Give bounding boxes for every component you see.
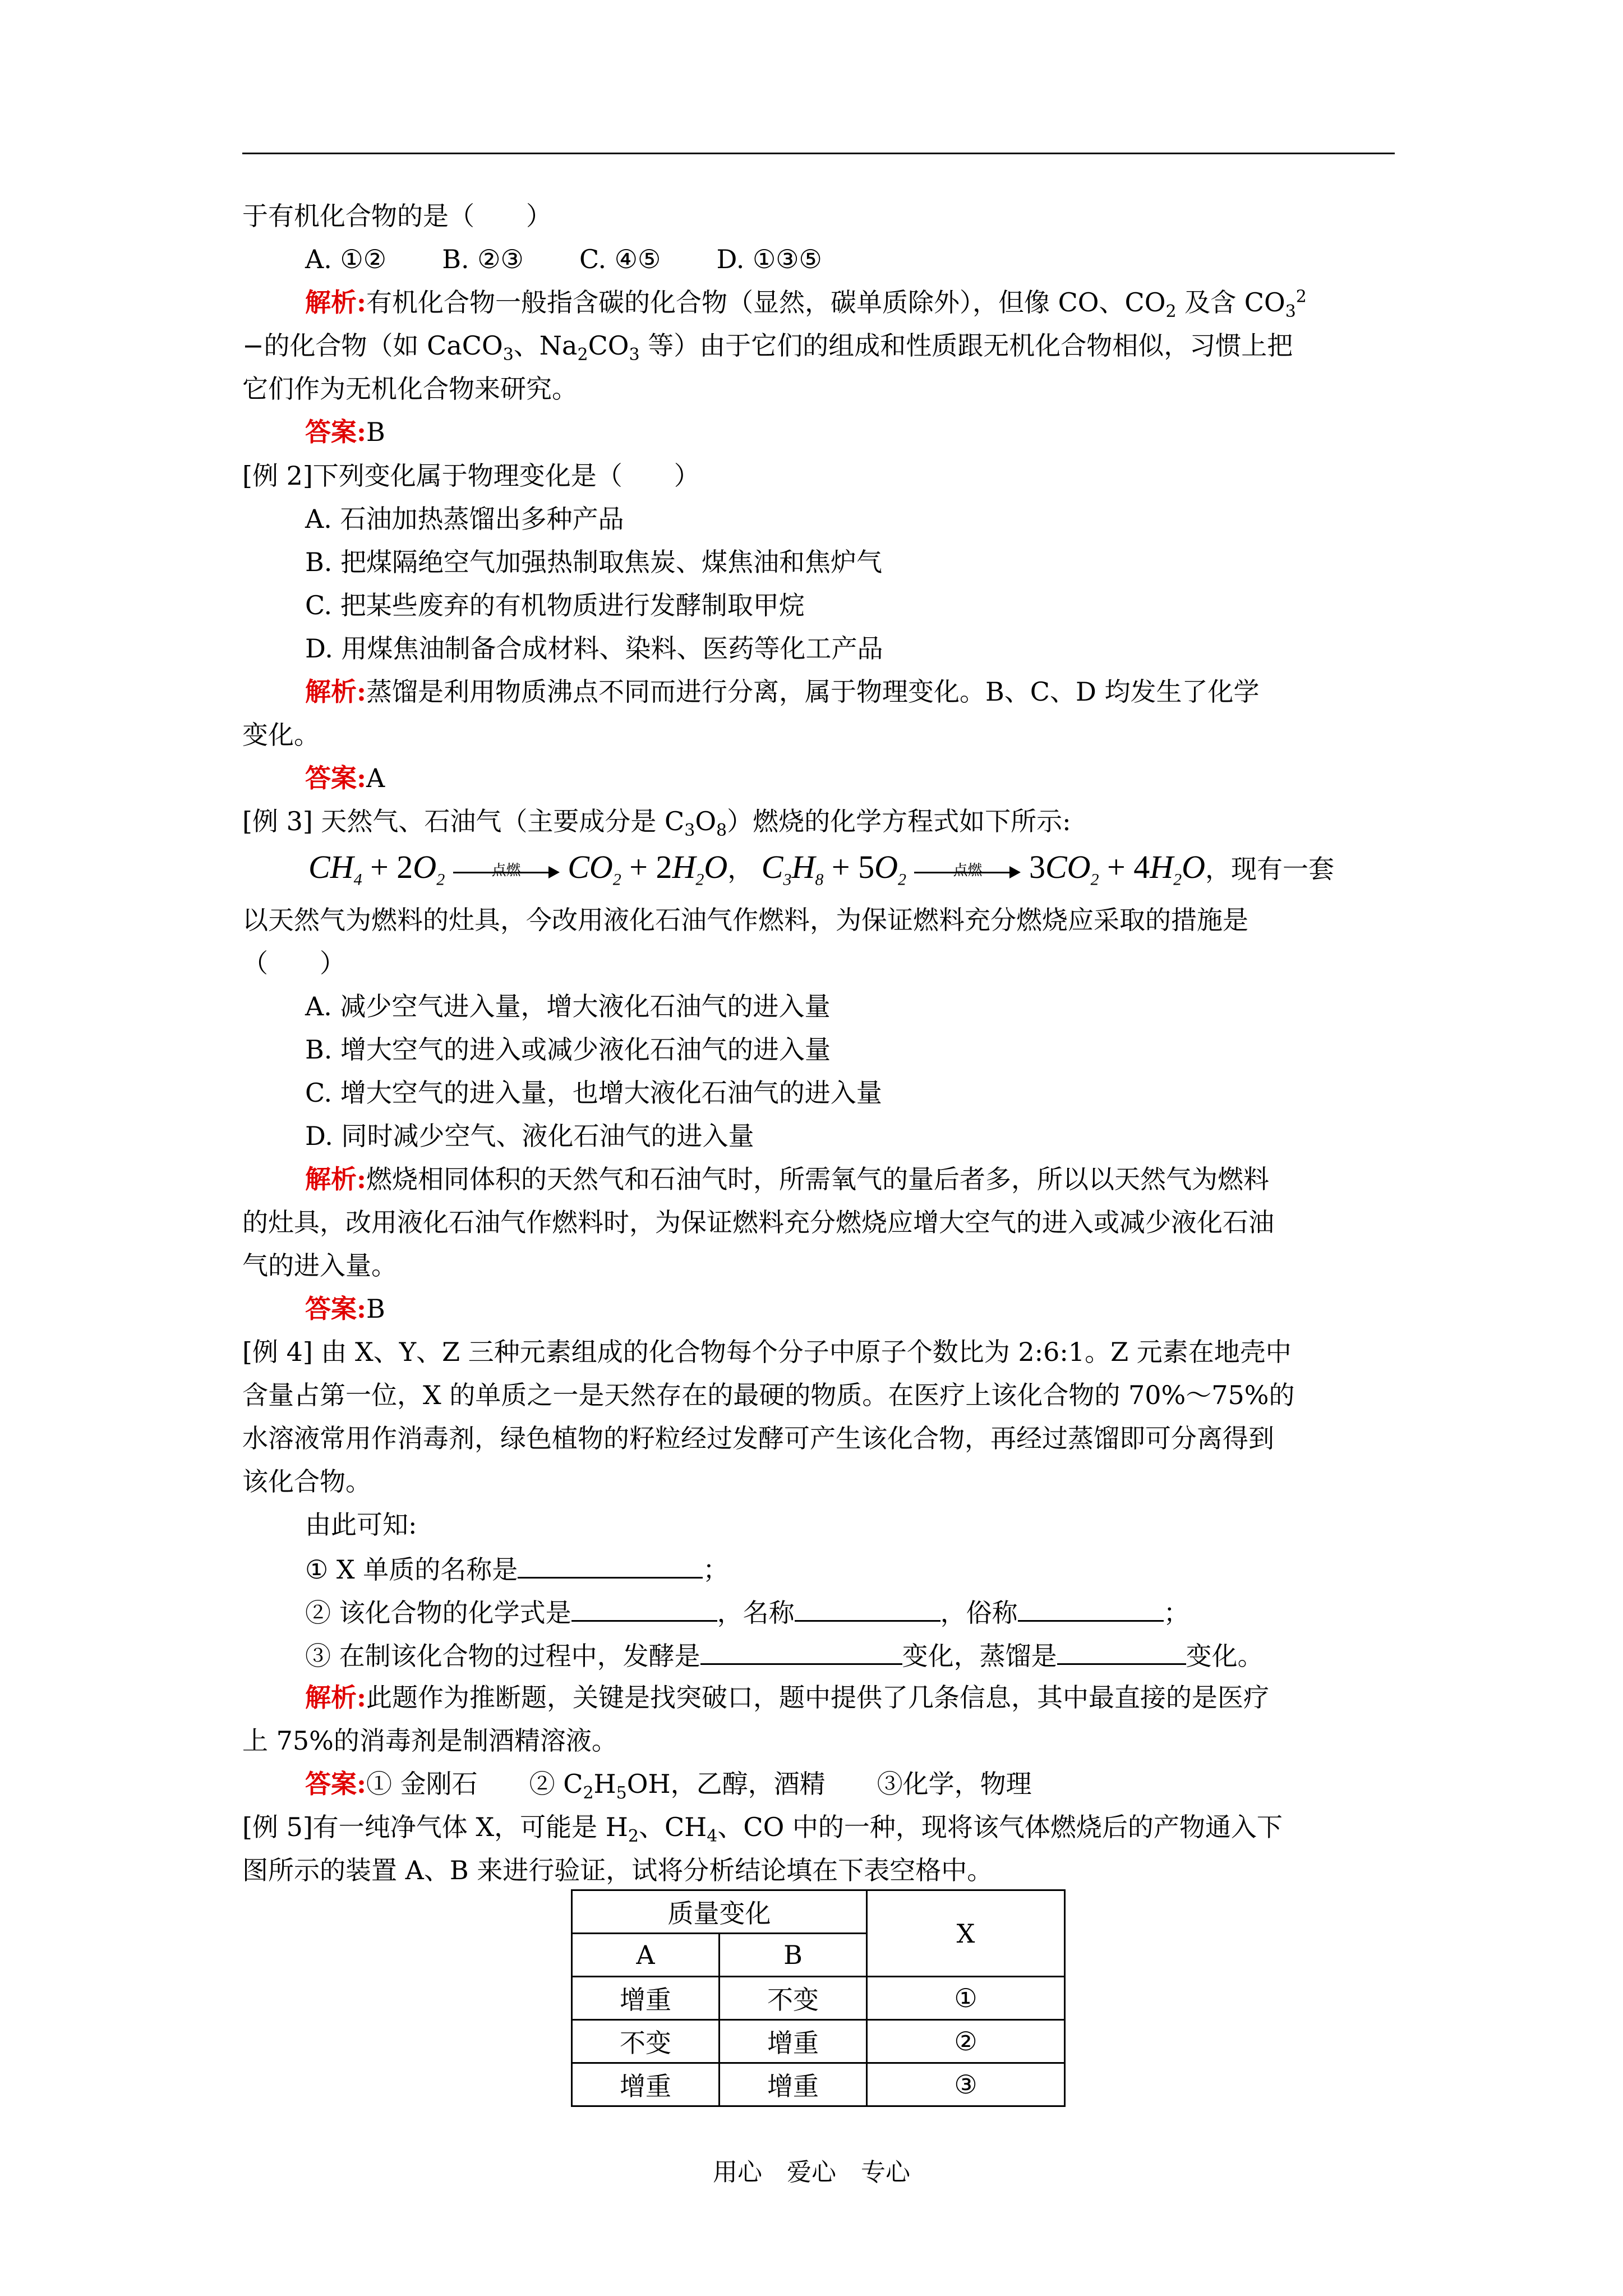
question-4-analysis-line-1: 解析:此题作为推断题，关键是找突破口，题中提供了几条信息，其中最直接的是医疗: [305, 1682, 1269, 1713]
blank-field: [1018, 1594, 1164, 1622]
question-4-stem-line-4: 该化合物。: [242, 1466, 371, 1497]
question-3-answer: 答案:B: [305, 1294, 385, 1324]
reaction-arrow: 点燃: [914, 854, 1021, 887]
table-row: 增重 不变 ①: [572, 1977, 1065, 2020]
question-3-option-a: A. 减少空气进入量，增大液化石油气的进入量: [305, 991, 831, 1022]
question-3-stem-line-2: 以天然气为燃料的灶具，今改用液化石油气作燃料，为保证燃料充分燃烧应采取的措施是: [242, 905, 1248, 935]
question-2-analysis-line-2: 变化。: [242, 720, 320, 750]
question-3-analysis-line-1: 解析:燃烧相同体积的天然气和石油气时，所需氧气的量后者多，所以以天然气为燃料: [305, 1164, 1269, 1194]
question-4-item-2: ② 该化合物的化学式是 ，名称 ，俗称 ；: [305, 1594, 1189, 1630]
question-4-item-3: ③ 在制该化合物的过程中，发酵是 变化，蒸馏是 变化。: [305, 1637, 1264, 1673]
option-d: D. ①③⑤: [716, 244, 822, 274]
question-4-answer: 答案:① 金刚石 ② $C_2H_5OH$，乙醇，酒精 ③化学，物理: [305, 1769, 1032, 1803]
reaction-arrow: 点燃: [453, 854, 560, 887]
blank-field: [795, 1594, 940, 1622]
question-4-stem-line-2: 含量占第一位，X 的单质之一是天然存在的最硬的物质。在医疗上该化合物的 70%～75%的: [242, 1380, 1295, 1410]
page-footer: 用心 爱心 专心: [713, 2158, 910, 2187]
question-3-analysis-line-3: 气的进入量。: [242, 1250, 397, 1281]
blank-field: [571, 1594, 717, 1622]
analysis-label: 解析:: [305, 1682, 366, 1713]
question-4-stem-line-5: 由此可知:: [305, 1510, 417, 1540]
question-4-item-1: ① X 单质的名称是 ；: [305, 1551, 728, 1586]
question-3-option-c: C. 增大空气的进入量，也增大液化石油气的进入量: [305, 1078, 882, 1108]
question-1-stem-end: 于有机化合物的是（ ）: [242, 201, 552, 231]
answer-label: 答案:: [305, 417, 366, 447]
question-1-answer: 答案:B: [305, 417, 385, 447]
question-3-analysis-line-2: 的灶具，改用液化石油气作燃料时，为保证燃料充分燃烧应增大空气的进入或减少液化石油: [242, 1207, 1274, 1237]
table-row: 增重 增重 ③: [572, 2063, 1065, 2106]
answer-label: 答案:: [305, 1294, 366, 1324]
question-1-analysis-line-2: −的化合物（如 CaCO$_3$、$Na_2CO_3$ 等）由于它们的组成和性质跟无机化合物相似，习惯上把: [242, 330, 1293, 365]
question-4-analysis-line-2: 上 75%的消毒剂是制酒精溶液。: [242, 1726, 617, 1756]
question-2-analysis-line-1: 解析:蒸馏是利用物质沸点不同而进行分离，属于物理变化。B、C、D 均发生了化学: [305, 677, 1260, 707]
question-3-stem-line-3: （ ）: [242, 948, 345, 978]
question-5-stem-line-2: 图所示的装置 A、B 来进行验证，试将分析结论填在下表空格中。: [242, 1855, 993, 1885]
question-3-option-d: D. 同时减少空气、液化石油气的进入量: [305, 1121, 754, 1151]
blank-field: [518, 1551, 703, 1579]
question-3-stem: [例 3] 天然气、石油气（主要成分是 $C_3O_8$）燃烧的化学方程式如下所示:: [242, 806, 1071, 841]
analysis-label: 解析:: [305, 677, 366, 707]
question-2-option-b: B. 把煤隔绝空气加强热制取焦炭、煤焦油和焦炉气: [305, 547, 883, 577]
question-4-stem-line-3: 水溶液常用作消毒剂，绿色植物的籽粒经过发酵可产生该化合物，再经过蒸馏即可分离得到: [242, 1423, 1274, 1453]
answer-label: 答案:: [305, 1769, 366, 1799]
question-5-stem-line-1: [例 5]有一纯净气体 X，可能是 $H_2$、$CH_4$、CO 中的一种，现将该气体燃烧后的产物通入下: [242, 1812, 1283, 1847]
question-2-stem: [例 2]下列变化属于物理变化是（ ）: [242, 461, 700, 491]
analysis-label: 解析:: [305, 287, 366, 318]
question-4-stem-line-1: [例 4] 由 X、Y、Z 三种元素组成的化合物每个分子中原子个数比为 2:6:1。Z 元素在地壳中: [242, 1337, 1292, 1367]
mass-change-table: [571, 1889, 1066, 2107]
blank-field: [1057, 1637, 1186, 1665]
table-header-b: B: [720, 1934, 867, 1977]
header-rule: [242, 153, 1395, 154]
question-1-analysis-line-1: 解析:有机化合物一般指含碳的化合物（显然，碳单质除外），但像 CO、$CO_2$ 及含 $CO_3^2$: [305, 287, 1307, 322]
table-header-group: 质量变化: [572, 1890, 867, 1934]
answer-label: 答案:: [305, 763, 366, 793]
table-header-a: A: [572, 1934, 720, 1977]
option-b: B. ②③: [442, 244, 524, 274]
question-1-options: [305, 242, 822, 276]
question-2-answer: 答案:A: [305, 763, 385, 793]
combustion-equations: $CH_4 + 2O_2$ 点燃 $CO_2 + 2H_2O$， $C_3H_8 + 5O_2$ 点燃 $3CO_2 + 4H_2O$，现有一套: [308, 849, 1335, 889]
question-2-option-d: D. 用煤焦油制备合成材料、染料、医药等化工产品: [305, 633, 883, 664]
blank-field: [700, 1637, 902, 1665]
question-3-option-b: B. 增大空气的进入或减少液化石油气的进入量: [305, 1034, 831, 1065]
analysis-label: 解析:: [305, 1164, 366, 1194]
table-row: 不变 增重 ②: [572, 2020, 1065, 2063]
question-2-option-c: C. 把某些废弃的有机物质进行发酵制取甲烷: [305, 590, 805, 620]
question-2-option-a: A. 石油加热蒸馏出多种产品: [305, 504, 624, 534]
table-header-x: X: [867, 1890, 1065, 1977]
option-c: C. ④⑤: [579, 244, 661, 274]
question-1-analysis-line-3: 它们作为无机化合物来研究。: [242, 374, 578, 404]
option-a: A. ①②: [305, 244, 386, 274]
